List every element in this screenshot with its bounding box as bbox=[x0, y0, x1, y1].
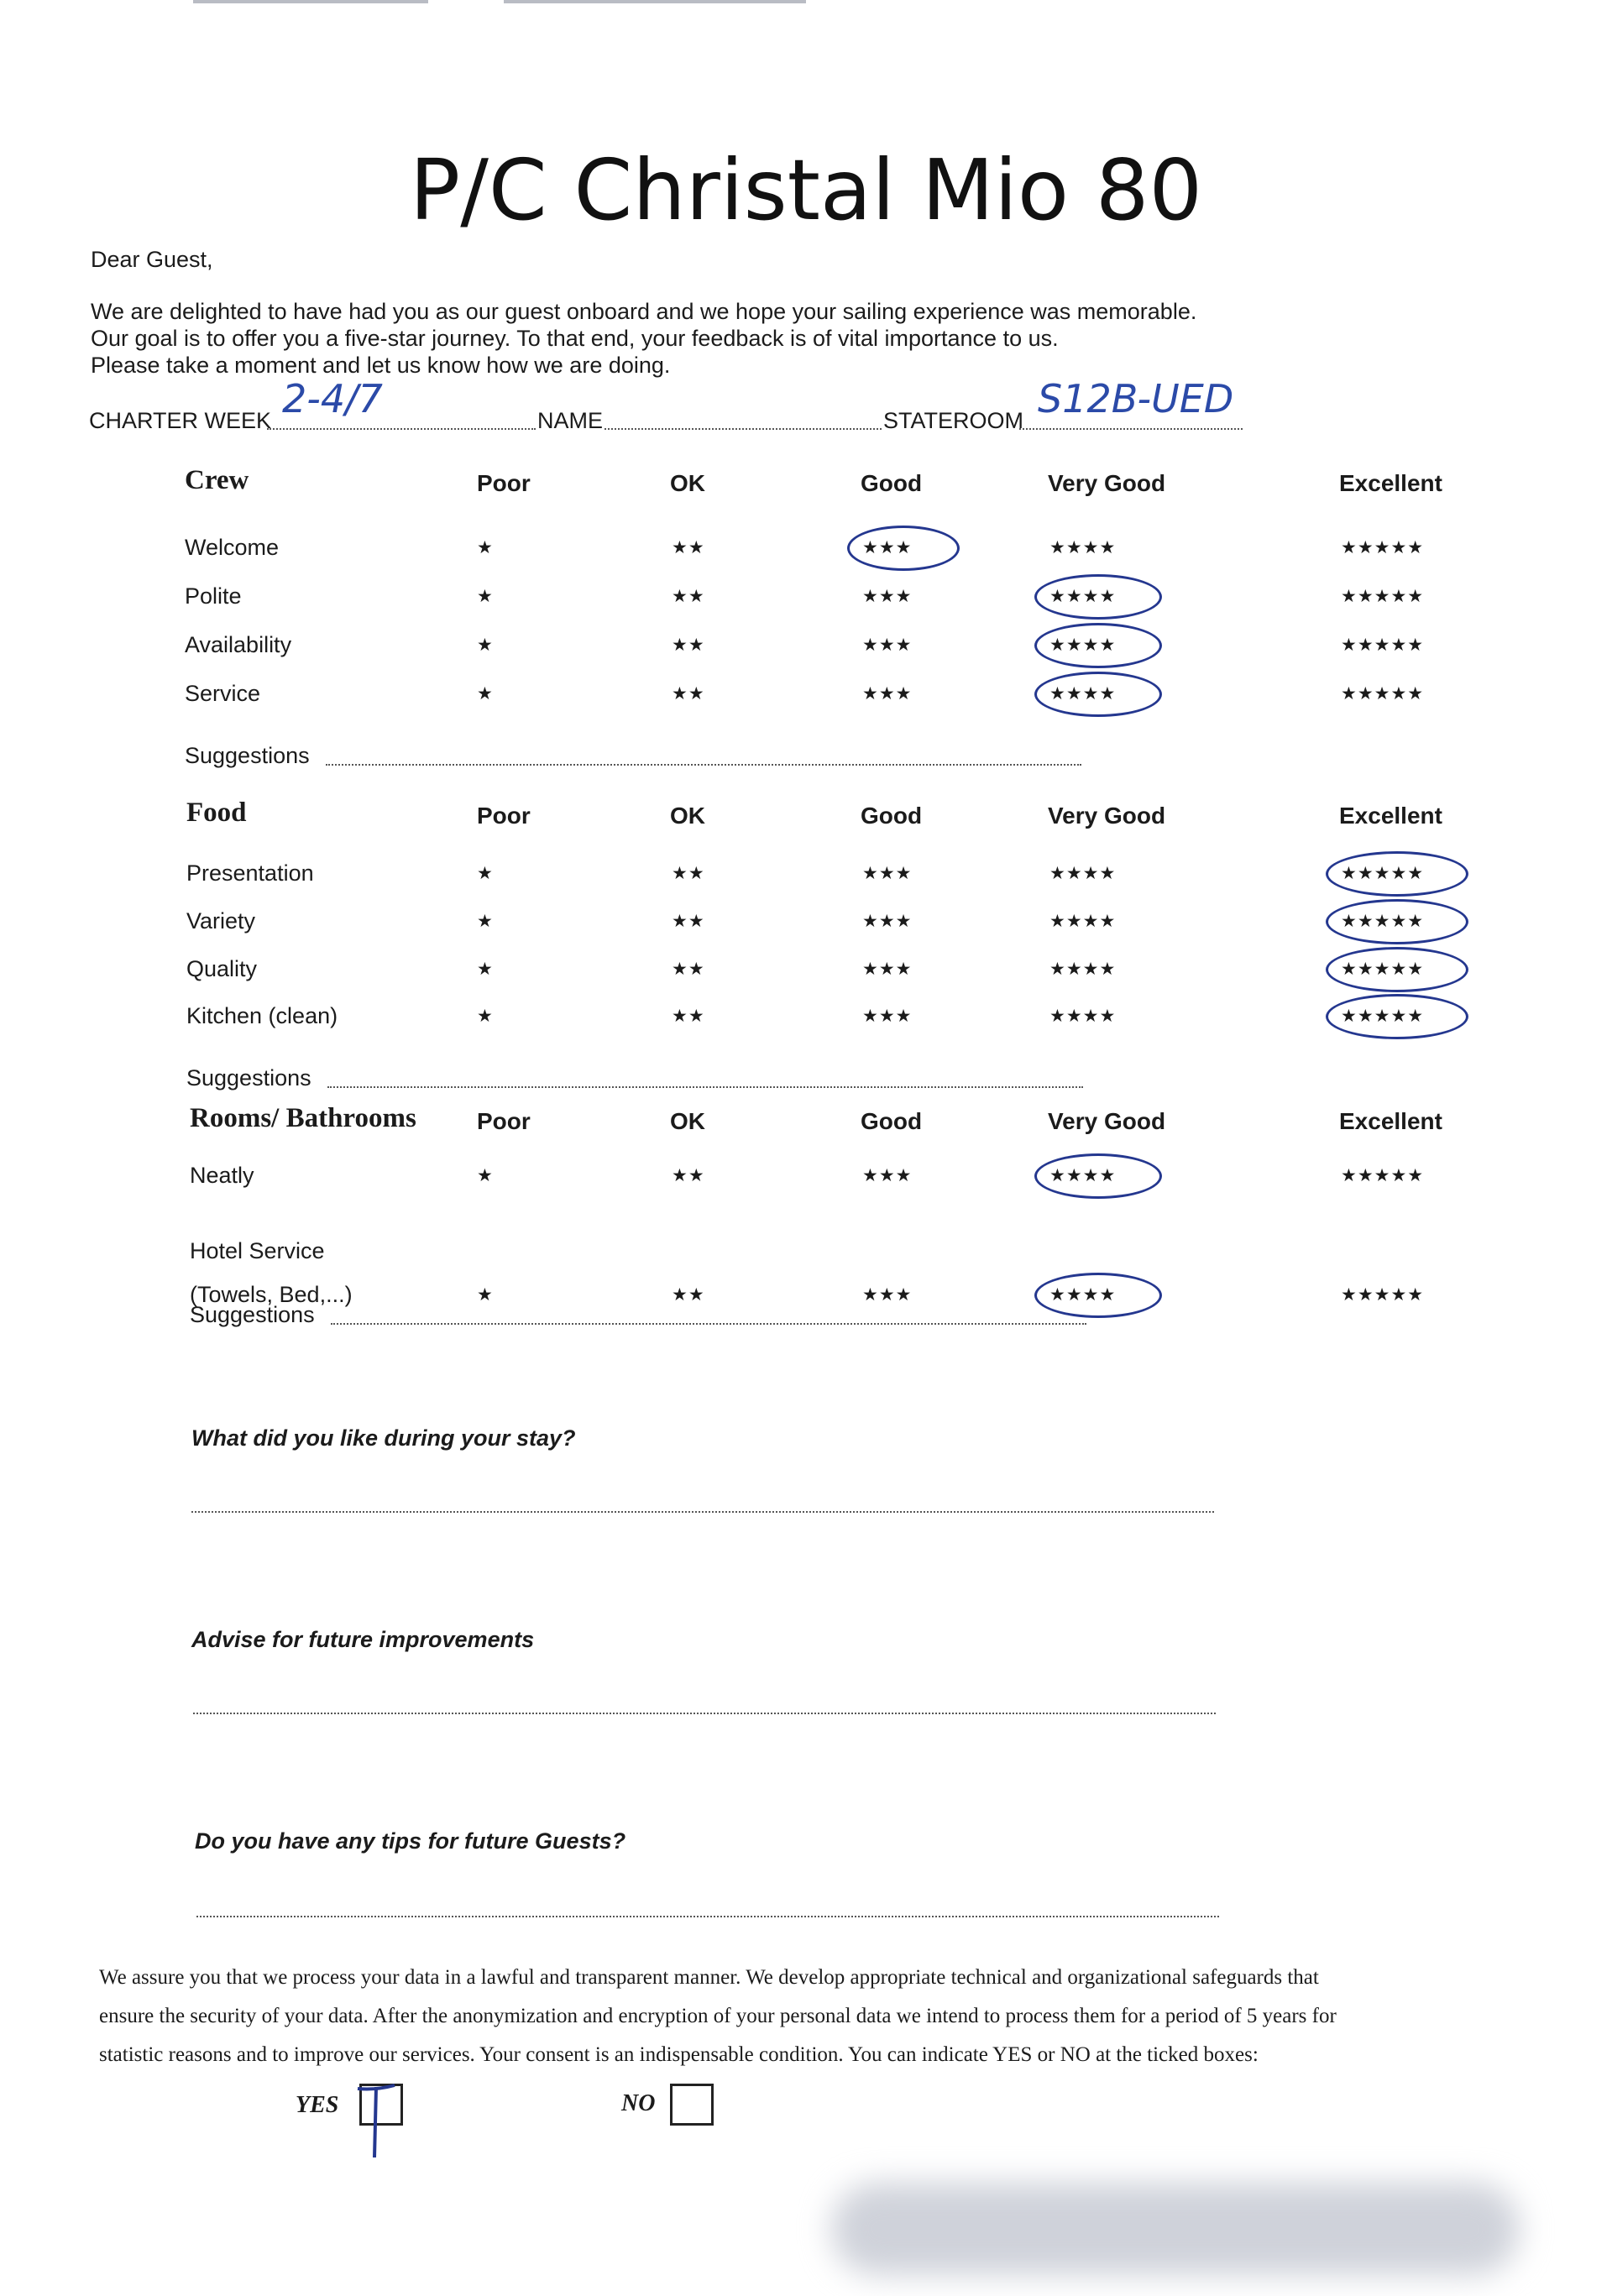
rating-option-4-stars[interactable]: ★★★★ bbox=[1049, 864, 1117, 883]
page-title: P/C Christal Mio 80 bbox=[409, 141, 1203, 239]
rating-option-4-stars[interactable]: ★★★★ bbox=[1049, 1007, 1117, 1026]
rating-option-3-stars[interactable]: ★★★ bbox=[862, 538, 913, 557]
consent-no-checkbox[interactable] bbox=[670, 2084, 714, 2126]
rating-option-3-stars[interactable]: ★★★ bbox=[862, 587, 913, 606]
rating-option-5-stars[interactable]: ★★★★★ bbox=[1341, 587, 1425, 606]
stateroom-handwritten: S12B-UED bbox=[1038, 376, 1234, 421]
rating-option-5-stars[interactable]: ★★★★★ bbox=[1341, 1166, 1425, 1185]
rating-option-3-stars[interactable]: ★★★ bbox=[862, 960, 913, 979]
rating-option-2-stars[interactable]: ★★ bbox=[672, 960, 705, 979]
rating-row-label: Availability bbox=[185, 632, 292, 657]
rating-option-5-stars[interactable]: ★★★★★ bbox=[1341, 1007, 1425, 1026]
suggestions-field[interactable] bbox=[331, 1323, 1086, 1325]
rating-option-1-stars[interactable]: ★ bbox=[477, 684, 494, 703]
rating-option-5-stars[interactable]: ★★★★★ bbox=[1341, 1285, 1425, 1305]
scan-edge-mark bbox=[504, 0, 806, 3]
question-improvements: Advise for future improvements bbox=[191, 1627, 535, 1652]
rating-option-1-stars[interactable]: ★ bbox=[477, 1007, 494, 1026]
rating-header-ok: OK bbox=[670, 1108, 705, 1134]
suggestions-field[interactable] bbox=[327, 1086, 1083, 1088]
rating-option-1-stars[interactable]: ★ bbox=[477, 960, 494, 979]
intro-line: Please take a moment and let us know how we are doing. bbox=[91, 353, 671, 378]
rating-option-5-stars[interactable]: ★★★★★ bbox=[1341, 538, 1425, 557]
rating-option-1-stars[interactable]: ★ bbox=[477, 864, 494, 883]
redacted-signature bbox=[831, 2183, 1520, 2275]
rating-option-5-stars[interactable]: ★★★★★ bbox=[1341, 912, 1425, 931]
rating-option-1-stars[interactable]: ★ bbox=[477, 587, 494, 606]
category-heading: Rooms/ Bathrooms bbox=[190, 1103, 416, 1133]
rating-option-4-stars[interactable]: ★★★★ bbox=[1049, 538, 1117, 557]
rating-row-label: Kitchen (clean) bbox=[186, 1003, 338, 1028]
rating-header-poor: Poor bbox=[477, 1108, 531, 1134]
name-label: NAME bbox=[537, 408, 604, 433]
rating-option-2-stars[interactable]: ★★ bbox=[672, 1285, 705, 1305]
rating-option-1-stars[interactable]: ★ bbox=[477, 538, 494, 557]
suggestions-label: Suggestions bbox=[190, 1302, 315, 1327]
question-liked: What did you like during your stay? bbox=[191, 1425, 576, 1451]
stateroom-label: STATEROOM bbox=[883, 408, 1023, 433]
rating-option-4-stars[interactable]: ★★★★ bbox=[1049, 587, 1117, 606]
rating-header-poor: Poor bbox=[477, 470, 531, 496]
rating-option-1-stars[interactable]: ★ bbox=[477, 912, 494, 931]
rating-option-2-stars[interactable]: ★★ bbox=[672, 587, 705, 606]
answer-line-tips[interactable] bbox=[196, 1916, 1219, 1917]
rating-option-2-stars[interactable]: ★★ bbox=[672, 1166, 705, 1185]
rating-row-label: Hotel Service bbox=[190, 1238, 325, 1263]
suggestions-field[interactable] bbox=[326, 764, 1081, 766]
rating-option-1-stars[interactable]: ★ bbox=[477, 635, 494, 655]
rating-option-3-stars[interactable]: ★★★ bbox=[862, 912, 913, 931]
rating-option-4-stars[interactable]: ★★★★ bbox=[1049, 1166, 1117, 1185]
rating-row-label: Polite bbox=[185, 583, 242, 609]
suggestions-label: Suggestions bbox=[186, 1065, 311, 1090]
rating-option-1-stars[interactable]: ★ bbox=[477, 1285, 494, 1305]
rating-option-2-stars[interactable]: ★★ bbox=[672, 684, 705, 703]
rating-option-5-stars[interactable]: ★★★★★ bbox=[1341, 635, 1425, 655]
rating-option-3-stars[interactable]: ★★★ bbox=[862, 864, 913, 883]
suggestions-label: Suggestions bbox=[185, 743, 310, 768]
rating-option-2-stars[interactable]: ★★ bbox=[672, 912, 705, 931]
consent-yes-label: YES bbox=[296, 2092, 339, 2118]
greeting: Dear Guest, bbox=[91, 247, 213, 272]
rating-row-label: Quality bbox=[186, 956, 258, 981]
rating-header-ok: OK bbox=[670, 803, 705, 829]
rating-header-very-good: Very Good bbox=[1048, 1108, 1166, 1134]
rating-header-excellent: Excellent bbox=[1339, 803, 1442, 829]
rating-option-5-stars[interactable]: ★★★★★ bbox=[1341, 864, 1425, 883]
rating-option-2-stars[interactable]: ★★ bbox=[672, 864, 705, 883]
rating-header-very-good: Very Good bbox=[1048, 803, 1166, 829]
rating-option-4-stars[interactable]: ★★★★ bbox=[1049, 960, 1117, 979]
rating-option-2-stars[interactable]: ★★ bbox=[672, 1007, 705, 1026]
rating-row-label: Welcome bbox=[185, 535, 280, 560]
rating-row-sublabel: (Towels, Bed,...) bbox=[190, 1282, 353, 1307]
legal-line: ensure the security of your data. After the anonymization and encryption of your personal data we intend to process them for a period of 5 years for bbox=[99, 2005, 1337, 2027]
rating-option-5-stars[interactable]: ★★★★★ bbox=[1341, 960, 1425, 979]
rating-option-3-stars[interactable]: ★★★ bbox=[862, 1166, 913, 1185]
rating-header-ok: OK bbox=[670, 470, 705, 496]
category-heading: Food bbox=[186, 798, 247, 828]
intro-line: We are delighted to have had you as our guest onboard and we hope your sailing experience was memorable. bbox=[91, 299, 1197, 324]
rating-header-very-good: Very Good bbox=[1048, 470, 1166, 496]
rating-header-excellent: Excellent bbox=[1339, 470, 1442, 496]
charter-week-label: CHARTER WEEK bbox=[89, 408, 272, 433]
rating-option-2-stars[interactable]: ★★ bbox=[672, 635, 705, 655]
rating-option-4-stars[interactable]: ★★★★ bbox=[1049, 684, 1117, 703]
legal-line: statistic reasons and to improve our services. Your consent is an indispensable condition. You can indicate YES or NO at the ticked boxes: bbox=[99, 2043, 1259, 2066]
charter-week-field[interactable] bbox=[267, 428, 536, 430]
category-heading: Crew bbox=[185, 465, 249, 495]
rating-option-1-stars[interactable]: ★ bbox=[477, 1166, 494, 1185]
answer-line-improvements[interactable] bbox=[193, 1713, 1216, 1714]
intro-line: Our goal is to offer you a five-star journey. To that end, your feedback is of vital importance to us. bbox=[91, 326, 1059, 351]
rating-option-3-stars[interactable]: ★★★ bbox=[862, 1285, 913, 1305]
rating-row-label: Presentation bbox=[186, 860, 314, 886]
name-field[interactable] bbox=[604, 428, 882, 430]
legal-line: We assure you that we process your data in a lawful and transparent manner. We develop appropriate technical and organizational safeguards that bbox=[99, 1966, 1319, 1989]
rating-option-3-stars[interactable]: ★★★ bbox=[862, 635, 913, 655]
rating-header-good: Good bbox=[861, 470, 923, 496]
stateroom-field[interactable] bbox=[1019, 428, 1243, 430]
rating-header-poor: Poor bbox=[477, 803, 531, 829]
charter-week-handwritten: 2-4/7 bbox=[282, 376, 383, 421]
consent-no-label: NO bbox=[621, 2090, 656, 2116]
rating-option-3-stars[interactable]: ★★★ bbox=[862, 684, 913, 703]
rating-header-good: Good bbox=[861, 803, 923, 829]
rating-header-good: Good bbox=[861, 1108, 923, 1134]
scan-edge-mark bbox=[193, 0, 428, 3]
rating-option-4-stars[interactable]: ★★★★ bbox=[1049, 635, 1117, 655]
rating-option-3-stars[interactable]: ★★★ bbox=[862, 1007, 913, 1026]
question-tips: Do you have any tips for future Guests? bbox=[195, 1828, 626, 1854]
rating-option-2-stars[interactable]: ★★ bbox=[672, 538, 705, 557]
rating-option-4-stars[interactable]: ★★★★ bbox=[1049, 1285, 1117, 1305]
rating-option-4-stars[interactable]: ★★★★ bbox=[1049, 912, 1117, 931]
check-mark-icon bbox=[351, 2074, 401, 2166]
rating-header-excellent: Excellent bbox=[1339, 1108, 1442, 1134]
rating-option-5-stars[interactable]: ★★★★★ bbox=[1341, 684, 1425, 703]
rating-row-label: Service bbox=[185, 681, 261, 706]
rating-row-label: Neatly bbox=[190, 1163, 254, 1188]
rating-row-label: Variety bbox=[186, 908, 256, 934]
answer-line-liked[interactable] bbox=[191, 1511, 1214, 1513]
